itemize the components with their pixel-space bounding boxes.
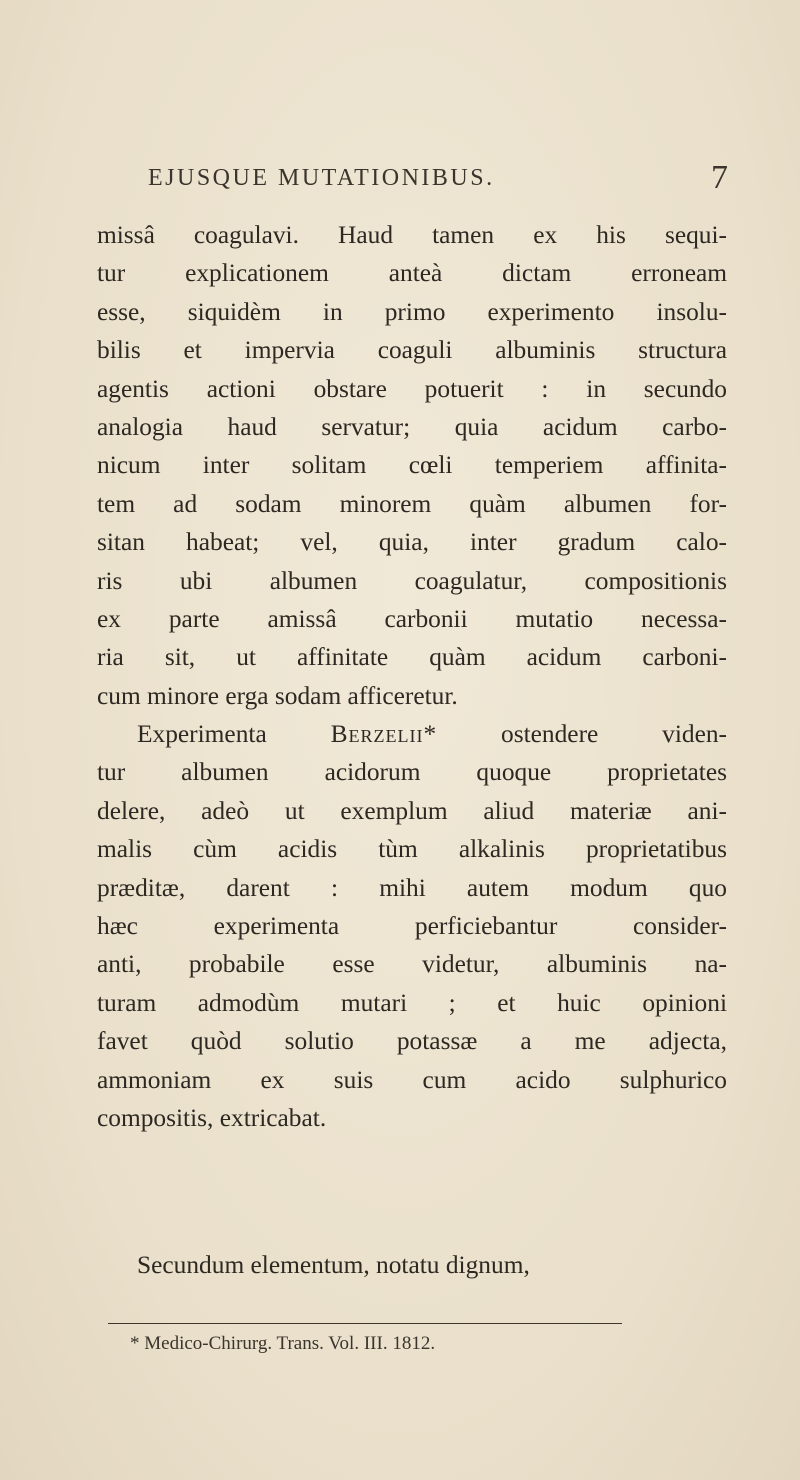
text-line: malis cùm acidis tùm alkalinis proprietatibus (97, 835, 727, 864)
text-line: delere, adeò ut exemplum aliud materiæ ani- (97, 796, 727, 825)
text-line (97, 715, 727, 753)
text-line: analogia haud servatur; quia acidum carbo- (97, 412, 727, 441)
paragraph-1 (97, 216, 727, 715)
footnote-rule (108, 1323, 622, 1324)
text-line: ria sit, ut affinitate quàm acidum carboni- (97, 643, 727, 672)
text-line: compositis, extricabat. (97, 1103, 327, 1132)
paragraph-2 (97, 715, 727, 1137)
footnote: * Medico-Chirurg. Trans. Vol. III. 1812. (130, 1333, 436, 1354)
page-number: 7 (711, 159, 728, 196)
text-line: missâ coagulavi. Haud tamen ex his sequi- (97, 221, 727, 249)
text-line: cum minore erga sodam afficeretur. (97, 681, 458, 710)
text-line: tur albumen acidorum quoque proprietates (97, 758, 727, 787)
text-fragment: Experimenta (137, 720, 331, 749)
text-line: agentis actioni obstare potuerit : in secundo (97, 374, 727, 403)
text-line: nicum inter solitam cœli temperiem affinita- (97, 451, 727, 480)
running-head (148, 159, 728, 201)
text-line: ammoniam ex suis cum acido sulphurico (97, 1065, 727, 1094)
paragraph-3: Secundum elementum, notatu dignum, (137, 1251, 530, 1279)
body-text (97, 216, 727, 1279)
text-fragment: ostendere viden- (437, 720, 727, 749)
author-name: Berzelii* (330, 720, 438, 749)
text-line: præditæ, darent : mihi autem modum quo (97, 873, 727, 902)
text-line: tem ad sodam minorem quàm albumen for- (97, 489, 727, 518)
text-line: bilis et impervia coaguli albuminis structura (97, 336, 727, 365)
text-line: sitan habeat; vel, quia, inter gradum calo- (97, 528, 727, 557)
text-line: tur explicationem anteà dictam erroneam (97, 259, 727, 288)
text-line: ris ubi albumen coagulatur, compositionis (97, 566, 727, 595)
text-line: ex parte amissâ carbonii mutatio necessa- (97, 604, 727, 633)
text-line: favet quòd solutio potassæ a me adjecta, (97, 1027, 727, 1056)
text-line: anti, probabile esse videtur, albuminis na- (97, 950, 727, 979)
running-title: EJUSQUE MUTATIONIBUS. (148, 165, 495, 191)
text-line: esse, siquidèm in primo experimento insolu- (97, 297, 727, 326)
text-line: hæc experimenta perficiebantur consider- (97, 912, 727, 941)
text-line: turam admodùm mutari ; et huic opinioni (97, 988, 727, 1017)
